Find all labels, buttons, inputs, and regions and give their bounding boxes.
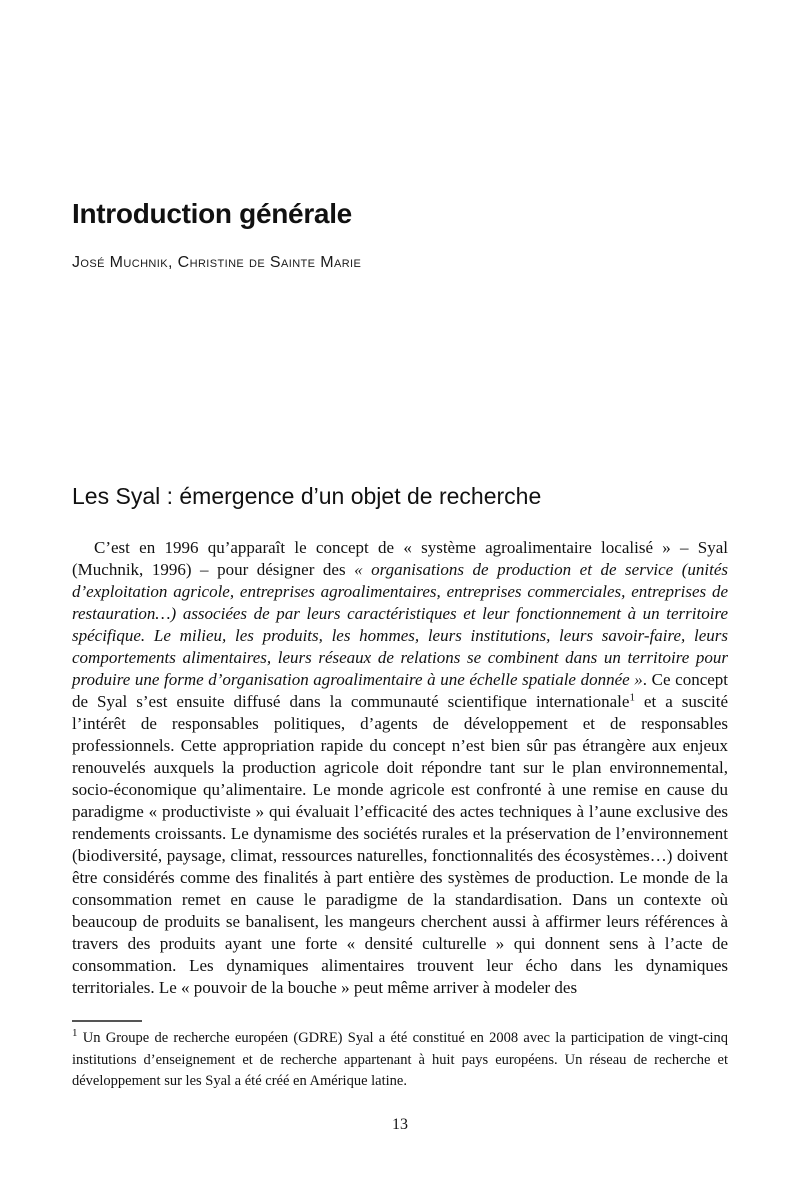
paragraph-quote-italic: « organisations de production et de service (unités d’exploitation agricole, entreprises agroalimentaires, entreprises commerciales, entreprises de restauration…) associées de par leurs caractéristiques et leur fonctionnement à un territoire spécifique. Le milieu, les produits, les hommes, leurs institutions, leurs savoir-faire, leurs comportements alimentaires, leurs réseaux de relations se combinent dans un territoire pour produire une forme d’organisation agroalimentaire à une échelle spatiale donnée » xyxy=(72,560,728,689)
footnote-body: Un Groupe de recherche européen (GDRE) Syal a été constitué en 2008 avec la participation de vingt-cinq institutions d’enseignement et de recherche appartenant à huit pays européens. Un réseau de recherche et développement sur les Syal a été créé en Amérique latine. xyxy=(72,1030,728,1089)
footnote-marker: 1 xyxy=(72,1027,78,1040)
footnote xyxy=(72,1028,728,1093)
body-paragraph xyxy=(72,537,728,999)
footnote-reference: 1 xyxy=(629,691,635,704)
authors-line: José Muchnik, Christine de Sainte Marie xyxy=(72,254,362,271)
section-heading: Les Syal : émergence d’un objet de recherche xyxy=(72,483,542,509)
footnote-separator-rule xyxy=(72,1020,142,1022)
paragraph-segment-3: . Ce concept de Syal s’est ensuite diffusé dans la communauté scientifique internationale xyxy=(72,670,729,711)
page-number: 13 xyxy=(392,1116,408,1133)
paragraph-segment-1: C’est en 1996 qu’apparaît le concept de « système agroalimentaire localisé » – Syal (Muchnik, 1996) – pour désigner des xyxy=(72,538,728,579)
paragraph-segment-4: et a suscité l’intérêt de responsables politiques, d’agents de développement et de responsables professionnels. Cette appropriation rapide du concept n’est bien sûr pas étrangère aux enjeux renouvelés auxquels la production agricole doit répondre tant sur le plan environnemental, socio-économique qu’alimentaire. Le monde agricole est confronté à une remise en cause du paradigme « productiviste » qui évaluait l’efficacité des actes techniques à l’aune exclusive des rendements croissants. Le dynamisme des sociétés rurales et la préservation de l’environnement (biodiversité, paysage, climat, ressources naturelles, fonctionnalités des écosystèmes…) doivent être considérés comme des finalités à part entière des systèmes de production. Le monde de la consommation remet en cause le paradigme de la standardisation. Dans un contexte où beaucoup de produits se banalisent, les mangeurs cherchent aussi à affirmer leurs références à travers des produits ayant une forte « densité culturelle » qui donnent sens à l’acte de consommation. Les dynamiques alimentaires trouvent leur écho dans les dynamiques territoriales. Le « pouvoir de la bouche » peut même arriver à modeler des xyxy=(72,692,729,997)
chapter-title: Introduction générale xyxy=(72,198,352,229)
